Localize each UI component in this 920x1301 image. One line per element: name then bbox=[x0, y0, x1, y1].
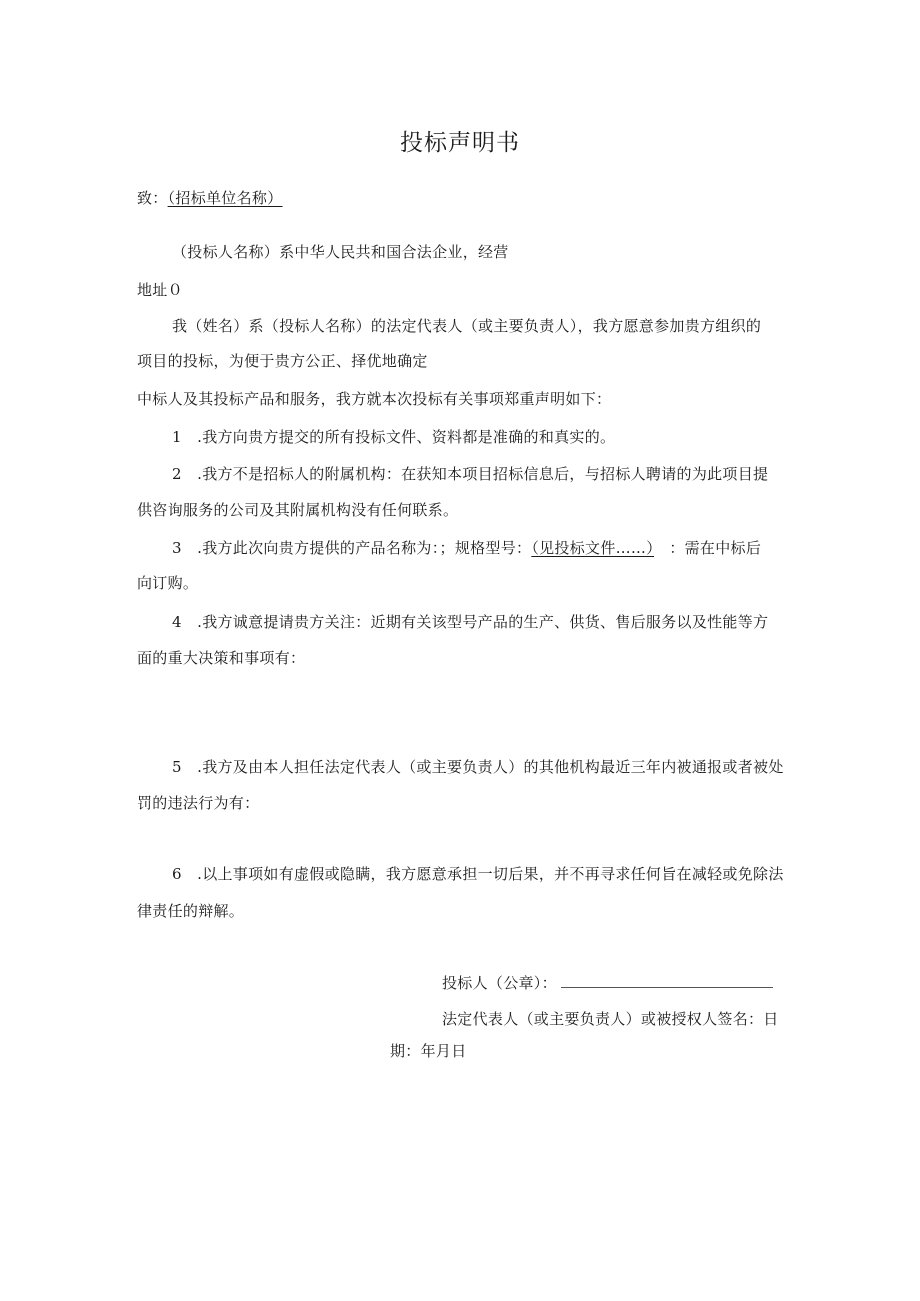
item-2-line-2: 供咨询服务的公司及其附属机构没有任何联系。 bbox=[137, 501, 459, 519]
bidder-seal-label: 投标人（公章）： bbox=[442, 974, 557, 992]
item-3-line-2: 向订购。 bbox=[137, 574, 199, 592]
item-5-line-1: 5 .我方及由本人担任法定代表人（或主要负责人）的其他机构最近三年内被通报或者被处 bbox=[172, 758, 784, 776]
document-title: 投标声明书 bbox=[400, 130, 520, 156]
main-paragraph-line-2: 项目的投标，为便于贵方公正、择优地确定 bbox=[137, 352, 428, 370]
date-line: 期：年月日 bbox=[390, 1042, 467, 1060]
item-5-line-2: 罚的违法行为有： bbox=[137, 794, 260, 812]
item-3-line-1 bbox=[172, 538, 761, 558]
item-6-line-1: 6 .以上事项如有虚假或隐瞒，我方愿意承担一切后果，并不再寻求任何旨在减轻或免除法 bbox=[172, 865, 784, 883]
addressee-name: （招标单位名称） bbox=[167, 189, 283, 207]
bidder-seal-line bbox=[442, 973, 773, 993]
seal-underline bbox=[561, 974, 773, 988]
addressee-line bbox=[137, 188, 283, 208]
signature-line: 法定代表人（或主要负责人）或被授权人签名：日 bbox=[442, 1010, 779, 1028]
main-paragraph-line-3: 中标人及其投标产品和服务，我方就本次投标有关事项郑重声明如下： bbox=[137, 390, 612, 408]
item-3-text: 3 .我方此次向贵方提供的产品名称为：；规格型号： bbox=[172, 539, 532, 557]
addressee-prefix: 致： bbox=[137, 189, 168, 207]
item-2-line-1: 2 .我方不是招标人的附属机构：在获知本项目招标信息后，与招标人聘请的为此项目提 bbox=[172, 465, 769, 483]
intro-paragraph: （投标人名称）系中华人民共和国合法企业，经营 bbox=[172, 243, 509, 261]
item-4-line-1: 4 .我方诚意提请贵方关注：近期有关该型号产品的生产、供货、售后服务以及性能等方 bbox=[172, 613, 769, 631]
address-line: 地址０ bbox=[137, 281, 183, 299]
item-1: 1 .我方向贵方提交的所有投标文件、资料都是准确的和真实的。 bbox=[172, 428, 616, 446]
main-paragraph-line-1: 我（姓名）系（投标人名称）的法定代表人（或主要负责人），我方愿意参加贵方组织的 bbox=[172, 317, 762, 335]
item-3-suffix: ：需在中标后 bbox=[654, 539, 762, 557]
item-6-line-2: 律责任的辩解。 bbox=[137, 902, 245, 920]
item-3-spec: （见投标文件……） bbox=[531, 539, 655, 557]
item-4-line-2: 面的重大决策和事项有： bbox=[137, 649, 306, 667]
